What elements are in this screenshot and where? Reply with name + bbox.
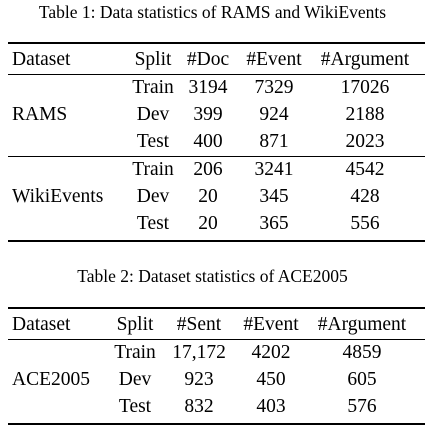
table-cell: 206 (193, 159, 223, 180)
table-cell: 4859 (342, 342, 382, 363)
table-cell: 403 (256, 396, 286, 417)
table-cell: 400 (193, 131, 223, 152)
table-cell: 365 (259, 213, 289, 234)
table-cell: Dev (136, 186, 170, 207)
table1-header-event: #Event (246, 49, 302, 70)
table-cell: 4202 (251, 342, 291, 363)
table-cell: 4542 (345, 159, 385, 180)
table-cell: 3241 (254, 159, 294, 180)
table-cell: 605 (347, 369, 377, 390)
table2-top-rule (8, 307, 425, 309)
table1-header-split: Split (134, 49, 172, 70)
table-cell: 20 (198, 186, 218, 207)
table-cell: Dev (136, 104, 170, 125)
table-cell: 924 (259, 104, 289, 125)
table-cell: Train (114, 342, 156, 363)
table-cell: 3194 (188, 77, 228, 98)
table-cell: Test (136, 131, 170, 152)
table-cell: 450 (256, 369, 286, 390)
table-cell: 428 (350, 186, 380, 207)
table2-header-dataset: Dataset (12, 314, 71, 335)
table-cell: 923 (184, 369, 214, 390)
table2-header-argument: #Argument (317, 314, 407, 335)
table-cell: 576 (347, 396, 377, 417)
table-cell: 345 (259, 186, 289, 207)
table-cell: Train (132, 77, 174, 98)
table1-header-dataset: Dataset (12, 49, 71, 70)
table-cell: 17026 (340, 77, 390, 98)
table-cell: Test (136, 213, 170, 234)
table2-bottom-rule (8, 423, 425, 425)
table-cell: 7329 (254, 77, 294, 98)
table1-dataset-wikievents: WikiEvents (12, 186, 104, 207)
table1-caption: Table 1: Data statistics of RAMS and WikiEvents (38, 2, 387, 22)
table2-caption: Table 2: Dataset statistics of ACE2005 (77, 266, 348, 286)
table-cell: 2188 (345, 104, 385, 125)
table1-dataset-rams: RAMS (12, 104, 68, 125)
table2-header-split: Split (116, 314, 154, 335)
table-cell: Test (118, 396, 152, 417)
table-cell: 832 (184, 396, 214, 417)
table1-group-rule (8, 156, 425, 157)
table-cell: 17,172 (172, 342, 226, 363)
table1-header-rule (8, 74, 425, 75)
table2-header-rule (8, 339, 425, 340)
table-cell: 20 (198, 213, 218, 234)
table-cell: 871 (259, 131, 289, 152)
table-cell: 399 (193, 104, 223, 125)
table-cell: Dev (118, 369, 152, 390)
table2-header-sent: #Sent (176, 314, 222, 335)
table2-header-event: #Event (243, 314, 299, 335)
table1-header-argument: #Argument (320, 49, 410, 70)
table2-dataset-ace2005: ACE2005 (12, 369, 90, 390)
table1-top-rule (8, 42, 425, 44)
table-cell: 556 (350, 213, 380, 234)
table1-bottom-rule (8, 240, 425, 242)
table-cell: 2023 (345, 131, 385, 152)
table-cell: Train (132, 159, 174, 180)
table1-header-doc: #Doc (186, 49, 230, 70)
